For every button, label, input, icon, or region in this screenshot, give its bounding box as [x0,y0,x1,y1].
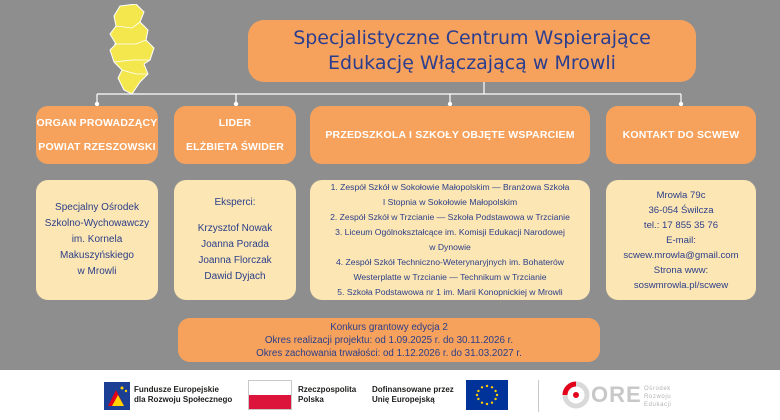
header-line: PRZEDSZKOLA I SZKOŁY OBJĘTE WSPARCIEM [325,129,575,141]
logo-strip [0,370,780,420]
address-line: Mrowla 79c [656,189,706,201]
body-line: Westerplatte w Trzcianie — Technikum w Trzcianie [353,272,547,282]
rp-logo-line: Polska [298,395,324,404]
header-line: ELŻBIETA ŚWIDER [185,141,285,153]
contact-body [606,180,756,300]
email-link[interactable]: scwew.mrowla@gmail.com [623,249,739,261]
body-line: w Dynowie [429,242,471,252]
body-line: w Mrowli [77,266,117,277]
ore-name-line: Rozwoju [644,394,672,400]
ore-logo-icon [562,380,590,410]
fe-logo-text [134,385,244,405]
lider-body [174,180,296,300]
body-line: 4. Zespół Szkół Techniczno-Weterynaryjnych im. Bohaterów [336,257,564,267]
eu-flag-icon [466,380,508,410]
ore-name-line: Ośrodek [644,386,671,392]
body-line: Dawid Dyjach [204,271,266,282]
header-line: KONTAKT DO SCWEW [622,129,740,141]
header-line: ORGAN PROWADZĄCY [36,117,158,129]
grant-info [178,318,600,362]
body-line: 5. Szkoła Podstawowa nr 1 im. Marii Konopnickiej w Mrowli [337,287,563,297]
phone-line: tel.: 17 855 35 76 [643,219,719,231]
rp-logo-line: Rzeczpospolita [298,385,357,394]
ore-name [644,385,704,409]
schools-header [310,106,590,164]
email-label: E-mail: [666,234,696,246]
organ-prowadzacy-body [36,180,158,300]
district-map-icon [92,4,162,96]
ore-name-line: Edukacji [644,402,672,408]
lider-header [174,106,296,164]
eu-logo-line: Dofinansowane przez [372,385,454,394]
page-title [248,20,696,82]
website-link[interactable]: soswmrowla.pl/scwew [633,279,729,291]
fe-logo-line: dla Rozwoju Społecznego [134,395,233,404]
title-line-2: Edukację Włączającą w Mrowli [328,52,616,74]
title-line-1: Specjalistyczne Centrum Wspierające [293,27,651,49]
body-line: Szkolno-Wychowawczy [44,218,150,229]
postcode-line: 36-054 Świlcza [648,204,714,216]
grant-edition: Konkurs grantowy edycja 2 [330,321,448,333]
fundusze-europejskie-logo-icon [104,382,130,410]
ore-wordmark: ORE [591,382,642,407]
polish-flag-icon [248,380,292,410]
project-period: Okres realizacji projektu: od 1.09.2025 r. do 30.11.2026 r. [264,334,514,346]
body-line: 3. Liceum Ogólnokształcące im. Komisji Edukacji Narodowej [335,227,565,237]
header-line: POWIAT RZESZOWSKI [38,141,156,153]
body-line: Krzysztof Nowak [197,223,273,234]
schools-body [310,180,590,300]
body-line: Eksperci: [214,197,256,208]
body-line: Makuszyńskiego [60,250,134,261]
eu-logo-text [372,385,462,405]
fe-logo-line: Fundusze Europejskie [134,385,219,394]
body-line: 2. Zespół Szkół w Trzcianie — Szkoła Podstawowa w Trzcianie [330,212,570,222]
body-line: im. Kornela [71,234,123,245]
durability-period: Okres zachowania trwałości: od 1.12.2026 r. do 31.03.2027 r. [256,347,522,359]
contact-header [606,106,756,164]
website-label: Strona www: [653,264,709,276]
logo-divider [538,380,539,412]
body-line: I Stopnia w Sokołowie Małopolskim [382,197,518,207]
rp-logo-text [298,385,378,405]
body-line: Joanna Porada [201,239,269,250]
eu-logo-line: Unię Europejską [372,395,435,404]
body-line: 1. Zespół Szkół w Sokołowie Małopolskim — Branżowa Szkoła [330,182,570,192]
body-line: Specjalny Ośrodek [55,202,139,213]
organ-prowadzacy-header [36,106,158,164]
header-line: LIDER [218,117,252,129]
body-line: Joanna Florczak [198,255,272,266]
